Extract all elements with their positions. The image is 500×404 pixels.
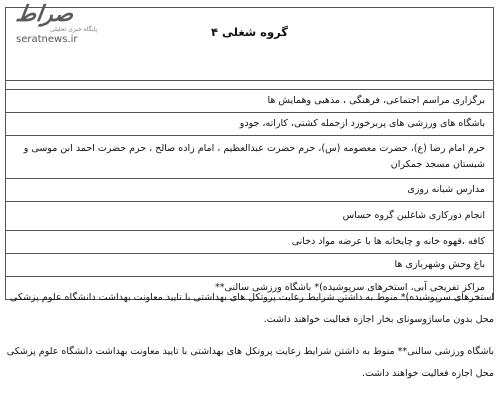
table-cell: برگزاری مراسم اجتماعی، فرهنگی ، مذهبی وهمایش ها	[6, 90, 494, 113]
watermark-logo: صراط	[14, 1, 76, 27]
table-row	[6, 202, 494, 231]
watermark-subtitle: پایگاه خبری تحلیلی	[50, 26, 98, 33]
footnote-indoor-gyms: باشگاه ورزشی سالنی** منوط به داشتن شرایط رعایت پروتکل های بهداشتی با تایید معاونت بهداشت دانشگاه علوم پزشکی محل اجازه فعالیت خواهند داشت.	[6, 346, 494, 379]
table-cell: انجام دورکاری شاغلین گروه حساس	[6, 202, 494, 231]
table-row	[6, 136, 494, 179]
table-row	[6, 231, 494, 254]
footnotes	[5, 287, 494, 395]
table-row	[6, 179, 494, 202]
table-row-empty	[6, 81, 494, 90]
table-row	[6, 90, 494, 113]
table-title: گروه شغلی ۴	[6, 8, 494, 81]
table-row	[6, 113, 494, 136]
site-watermark	[6, 2, 106, 58]
footnote-indoor-pools: استخرهای سرپوشیده)* منوط به داشتن شرایط رعایت پروتکل های بهداشتی با تایید معاونت بهداشت دانشگاه علوم پزشکی محل بدون ماساژوسونای بخار اجازه فعالیت خواهند داشت.	[9, 292, 494, 325]
table-cell: باغ وحش وشهربازی ها	[6, 254, 494, 277]
table-cell: حرم امام رضا (ع)، حضرت معصومه (س)، حرم حضرت عبدالعظیم ، امام زاده صالح ، حرم حضرت احمد ابن موسی و شبستان مسجد جمکران	[6, 136, 494, 179]
table-cell: کافه ،قهوه خانه و چایخانه ها با عرضه مواد دخانی	[6, 231, 494, 254]
table-row	[6, 254, 494, 277]
table-cell: باشگاه های ورزشی های پربرخورد ازجمله کشتی، کاراته، جودو	[6, 113, 494, 136]
table-cell: مدارس شبانه روزی	[6, 179, 494, 202]
watermark-url: seratnews.ir	[16, 34, 78, 45]
table-cell: مراکز تفریحی آبی، استخرهای سرپوشیده)* باشگاه ورزشی سالنی**	[6, 277, 494, 300]
